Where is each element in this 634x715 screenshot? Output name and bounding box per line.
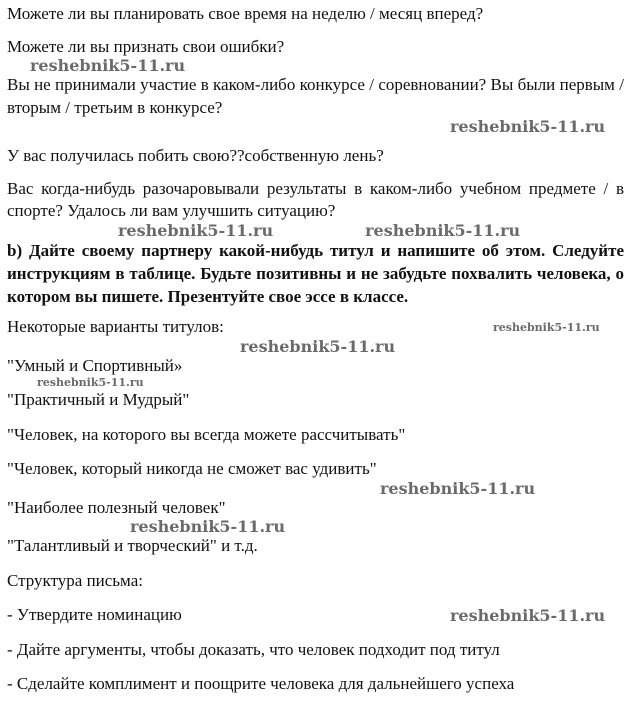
watermark-row [7, 58, 624, 74]
watermark: reshebnik5-11.ru [130, 517, 286, 537]
task-b-instructions: b) Дайте своему партнеру какой-нибудь титул и напишите об этом. Следуйте инструкциям в таблице. Будьте позитивны и не забудьте похвалить человека, о котором вы пишете. Презентуйте свое эссе в классе. [7, 240, 624, 307]
titles-heading-row [7, 316, 624, 339]
question-5: Вас когда-нибудь разочаровывали результаты в каком-либо учебном предмете / в спорте? Удалось ли вам улучшить ситуацию? [7, 178, 624, 220]
title-option-2: "Практичный и Мудрый" [7, 390, 190, 410]
watermark-row [7, 519, 624, 535]
watermark: reshebnik5-11.ru [450, 605, 606, 625]
watermark-row [7, 220, 624, 240]
watermark: reshebnik5-11.ru [380, 478, 536, 498]
watermark-row [7, 336, 624, 356]
watermark: reshebnik5-11.ru [37, 376, 144, 390]
question-2: Можете ли вы признать свои ошибки? [7, 36, 285, 56]
titles-heading: Некоторые варианты титулов: [7, 317, 224, 337]
structure-item-1-row [7, 604, 624, 627]
question-4: У вас получилась побить свою??собственную лень? [7, 146, 384, 165]
title-option-4: "Человек, который никогда не сможет вас удивить" [7, 459, 377, 479]
structure-item-1: - Утвердите номинацию [7, 605, 182, 625]
question-1: Можете ли вы планировать свое время на неделю / месяц вперед? [7, 4, 484, 23]
watermark-row [7, 377, 624, 389]
title-option-6: "Талантливый и творческий" и т.д. [7, 536, 258, 556]
watermark: reshebnik5-11.ru [240, 336, 396, 356]
structure-item-3: - Сделайте комплимент и поощрите человека для дальнейшего успеха [7, 674, 515, 694]
watermark-row [7, 478, 624, 498]
watermark: reshebnik5-11.ru [365, 220, 521, 240]
watermark: reshebnik5-11.ru [30, 56, 186, 75]
watermark: reshebnik5-11.ru [118, 220, 274, 240]
watermark-row [7, 119, 624, 135]
watermark: reshebnik5-11.ru [493, 320, 600, 334]
title-option-5: "Наиболее полезный человек" [7, 497, 226, 517]
question-3: Вы не принимали участие в каком-либо конкурсе / соревновании? Вы были первым / вторым / третьим в конкурсе? [7, 75, 624, 117]
title-option-1: "Умный и Спортивный» [7, 355, 183, 375]
watermark: reshebnik5-11.ru [450, 117, 606, 136]
structure-heading: Структура письма: [7, 570, 143, 590]
structure-item-2: - Дайте аргументы, чтобы доказать, что человек подходит под титул [7, 639, 500, 659]
title-option-3: "Человек, на которого вы всегда можете рассчитывать" [7, 424, 406, 444]
